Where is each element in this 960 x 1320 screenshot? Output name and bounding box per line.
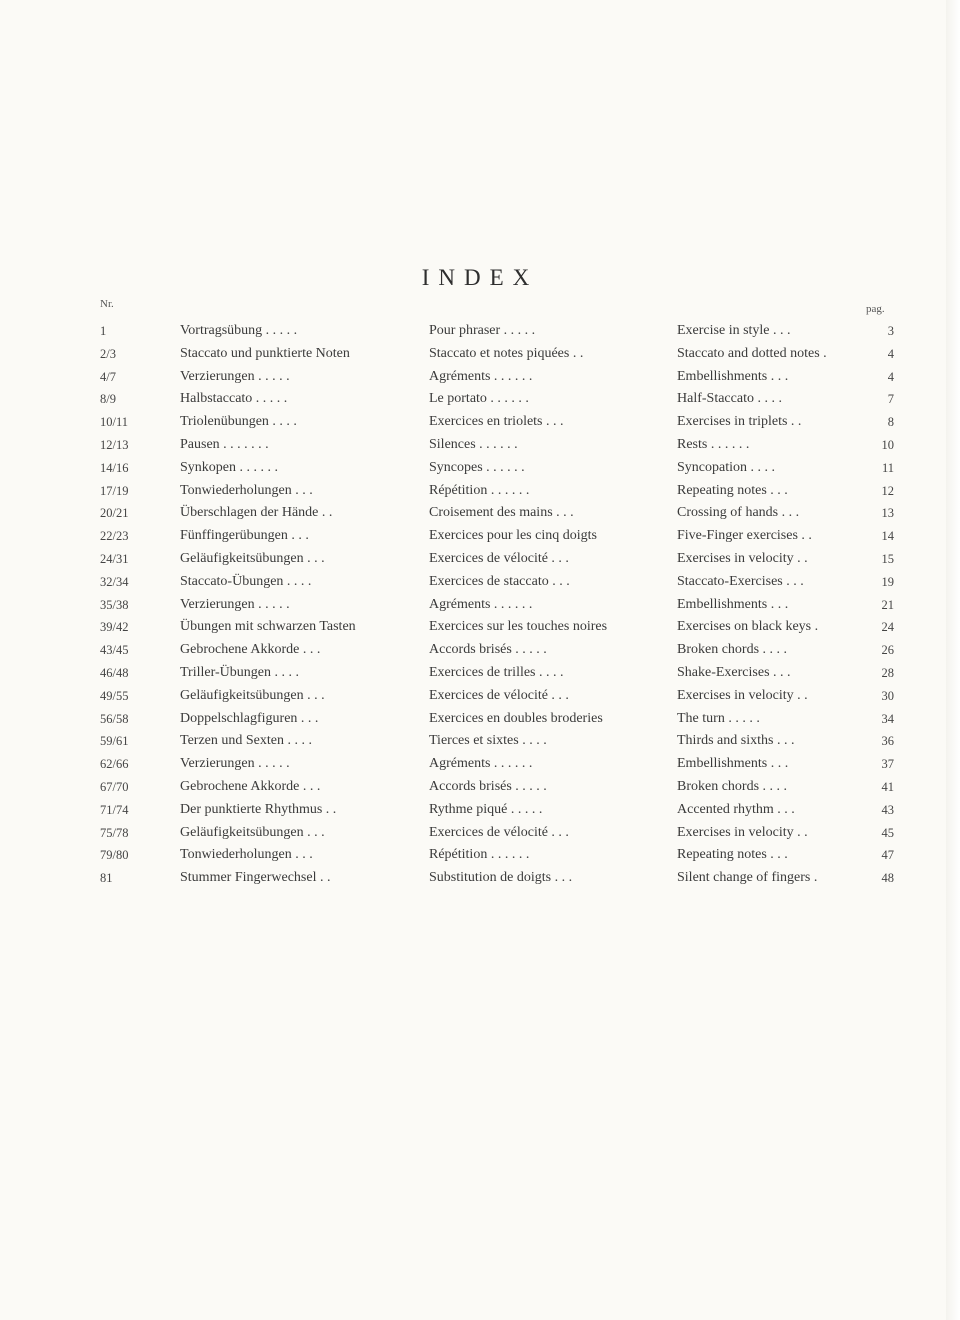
index-table xyxy=(0,320,960,890)
english-title: Thirds and sixths . . . xyxy=(677,733,795,749)
french-title: Agréments . . . . . . xyxy=(429,596,533,612)
french-title: Agréments . . . . . . xyxy=(429,756,533,772)
english-title: Silent change of fingers . xyxy=(677,870,818,886)
page-number: 12 xyxy=(881,483,894,498)
exercise-number: 62/66 xyxy=(100,757,129,772)
exercise-number: 24/31 xyxy=(100,551,129,566)
english-title: Exercises in triplets . . xyxy=(677,414,802,430)
english-title: Five-Finger exercises . . xyxy=(677,528,812,544)
english-title: Staccato and dotted notes . xyxy=(677,345,827,361)
page-number: 13 xyxy=(881,506,894,521)
index-row xyxy=(0,571,960,594)
german-title: Staccato und punktierte Noten xyxy=(180,345,350,361)
index-row xyxy=(0,867,960,890)
page-number: 21 xyxy=(881,597,894,612)
page-title: INDEX xyxy=(421,265,539,290)
exercise-number: 32/34 xyxy=(100,574,129,589)
english-title: Accented rhythm . . . xyxy=(677,801,795,817)
index-row xyxy=(0,502,960,525)
english-title: Embellishments . . . xyxy=(677,756,789,772)
english-title: Exercise in style . . . xyxy=(677,323,791,338)
page-number: 26 xyxy=(881,643,894,658)
exercise-number: 8/9 xyxy=(100,392,116,407)
german-title: Fünffingerübungen . . . xyxy=(180,528,309,544)
exercise-number: 14/16 xyxy=(100,460,129,475)
french-title: Silences . . . . . . xyxy=(429,436,518,452)
index-row xyxy=(0,822,960,845)
french-title: Pour phraser . . . . . xyxy=(429,323,536,338)
index-row xyxy=(0,639,960,662)
german-title: Gebrochene Akkorde . . . xyxy=(180,778,321,794)
index-row xyxy=(0,776,960,799)
page-number: 41 xyxy=(881,779,894,794)
french-title: Exercices de vélocité . . . xyxy=(429,687,569,703)
french-title: Le portato . . . . . . xyxy=(429,391,529,407)
exercise-number: 75/78 xyxy=(100,825,129,840)
index-row xyxy=(0,844,960,867)
page-number: 24 xyxy=(881,620,894,635)
german-title: Terzen und Sexten . . . . xyxy=(180,733,312,749)
english-title: Rests . . . . . . xyxy=(677,436,750,452)
index-row xyxy=(0,594,960,617)
french-title: Tierces et sixtes . . . . xyxy=(429,733,547,749)
german-title: Der punktierte Rhythmus . . xyxy=(180,801,337,817)
exercise-number: 17/19 xyxy=(100,483,129,498)
french-title: Rythme piqué . . . . . xyxy=(429,801,543,817)
english-title: Repeating notes . . . xyxy=(677,482,788,498)
french-title: Exercices de staccato . . . xyxy=(429,573,570,589)
page-number: 11 xyxy=(881,460,894,475)
page-number: 45 xyxy=(881,825,894,840)
english-title: Embellishments . . . xyxy=(677,368,789,384)
page-number: 8 xyxy=(887,415,894,430)
index-row xyxy=(0,662,960,685)
english-title: Crossing of hands . . . xyxy=(677,505,800,521)
english-title: Broken chords . . . . xyxy=(677,778,788,794)
exercise-number: 71/74 xyxy=(100,802,129,817)
german-title: Geläufigkeitsübungen . . . xyxy=(180,824,325,840)
index-row xyxy=(0,616,960,639)
french-title: Staccato et notes piquées . . xyxy=(429,345,584,361)
exercise-number: 46/48 xyxy=(100,665,129,680)
index-row xyxy=(0,730,960,753)
exercise-number: 35/38 xyxy=(100,597,129,612)
german-title: Geläufigkeitsübungen . . . xyxy=(180,550,325,566)
index-row xyxy=(0,480,960,503)
french-title: Répétition . . . . . . xyxy=(429,847,530,863)
german-title: Pausen . . . . . . . xyxy=(180,436,269,452)
french-title: Accords brisés . . . . . xyxy=(429,642,547,658)
german-title: Überschlagen der Hände . . xyxy=(180,505,333,521)
page-number: 7 xyxy=(887,392,894,407)
page-number: 48 xyxy=(881,871,894,886)
french-title: Syncopes . . . . . . xyxy=(429,459,525,475)
english-title: Exercises in velocity . . xyxy=(677,550,808,566)
french-title: Exercices sur les touches noires xyxy=(429,619,608,635)
page-number: 10 xyxy=(881,437,894,452)
exercise-number: 43/45 xyxy=(100,643,129,658)
exercise-number: 12/13 xyxy=(100,437,129,452)
german-title: Triolenübungen . . . . xyxy=(180,414,297,430)
exercise-number: 81 xyxy=(100,871,113,886)
page-number: 34 xyxy=(881,711,894,726)
french-title: Exercices en triolets . . . xyxy=(429,414,564,430)
english-title: Staccato-Exercises . . . xyxy=(677,573,804,589)
french-title: Agréments . . . . . . xyxy=(429,368,533,384)
index-row xyxy=(0,343,960,366)
german-title: Halbstaccato . . . . . xyxy=(180,391,288,407)
german-title: Stummer Fingerwechsel . . xyxy=(180,870,331,886)
german-title: Verzierungen . . . . . xyxy=(180,368,290,384)
page-number: 19 xyxy=(881,574,894,589)
page-number: 30 xyxy=(881,688,894,703)
french-title: Exercices de trilles . . . . xyxy=(429,664,564,680)
exercise-number: 39/42 xyxy=(100,620,129,635)
page-number: 43 xyxy=(881,802,894,817)
index-row xyxy=(0,411,960,434)
english-title: The turn . . . . . xyxy=(677,710,760,726)
index-row xyxy=(0,548,960,571)
french-title: Répétition . . . . . . xyxy=(429,482,530,498)
index-row xyxy=(0,708,960,731)
french-title: Exercices de vélocité . . . xyxy=(429,550,569,566)
german-title: Übungen mit schwarzen Tasten xyxy=(180,619,356,635)
german-title: Verzierungen . . . . . xyxy=(180,756,290,772)
exercise-number: 20/21 xyxy=(100,506,129,521)
french-title: Croisement des mains . . . xyxy=(429,505,574,521)
exercise-number: 2/3 xyxy=(100,346,116,361)
german-title: Staccato-Übungen . . . . xyxy=(180,573,312,589)
exercise-number: 10/11 xyxy=(100,415,129,430)
english-title: Embellishments . . . xyxy=(677,596,789,612)
french-title: Substitution de doigts . . . xyxy=(429,870,573,886)
french-title: Exercices en doubles broderies xyxy=(429,710,603,726)
page-number: 4 xyxy=(887,369,894,384)
english-title: Repeating notes . . . xyxy=(677,847,788,863)
exercise-number: 22/23 xyxy=(100,529,129,544)
english-title: Half-Staccato . . . . xyxy=(677,391,782,407)
exercise-number: 67/70 xyxy=(100,779,129,794)
exercise-number: 49/55 xyxy=(100,688,129,703)
index-row xyxy=(0,388,960,411)
page-number: 36 xyxy=(881,734,894,749)
index-row xyxy=(0,366,960,389)
page-column-header: pag. xyxy=(866,303,885,315)
page-number: 14 xyxy=(881,529,894,544)
page-number: 3 xyxy=(887,324,894,338)
french-title: Exercices pour les cinq doigts xyxy=(429,528,597,544)
english-title: Syncopation . . . . xyxy=(677,459,775,475)
english-title: Exercises on black keys . xyxy=(677,619,819,635)
german-title: Verzierungen . . . . . xyxy=(180,596,290,612)
exercise-number: 79/80 xyxy=(100,848,129,863)
german-title: Gebrochene Akkorde . . . xyxy=(180,642,321,658)
index-row xyxy=(0,320,960,343)
page-number: 4 xyxy=(887,346,894,361)
page-number: 15 xyxy=(881,551,894,566)
exercise-number: 56/58 xyxy=(100,711,129,726)
german-title: Synkopen . . . . . . xyxy=(180,459,278,475)
french-title: Exercices de vélocité . . . xyxy=(429,824,569,840)
english-title: Exercises in velocity . . xyxy=(677,687,808,703)
page-number: 28 xyxy=(881,665,894,680)
index-row xyxy=(0,685,960,708)
german-title: Doppelschlagfiguren . . . xyxy=(180,710,319,726)
index-row xyxy=(0,753,960,776)
german-title: Geläufigkeitsübungen . . . xyxy=(180,687,325,703)
french-title: Accords brisés . . . . . xyxy=(429,778,547,794)
german-title: Tonwiederholungen . . . xyxy=(180,847,313,863)
page-number: 47 xyxy=(881,848,894,863)
german-title: Triller-Übungen . . . . xyxy=(180,664,299,680)
index-row xyxy=(0,434,960,457)
page-number: 37 xyxy=(881,757,894,772)
english-title: Exercises in velocity . . xyxy=(677,824,808,840)
english-title: Shake-Exercises . . . xyxy=(677,664,791,680)
index-row xyxy=(0,525,960,548)
index-row xyxy=(0,799,960,822)
exercise-number: 1 xyxy=(100,324,107,338)
english-title: Broken chords . . . . xyxy=(677,642,788,658)
index-row xyxy=(0,457,960,480)
german-title: Vortragsübung . . . . . xyxy=(180,323,298,338)
german-title: Tonwiederholungen . . . xyxy=(180,482,313,498)
exercise-number: 4/7 xyxy=(100,369,116,384)
number-column-header: Nr. xyxy=(100,298,114,310)
exercise-number: 59/61 xyxy=(100,734,129,749)
